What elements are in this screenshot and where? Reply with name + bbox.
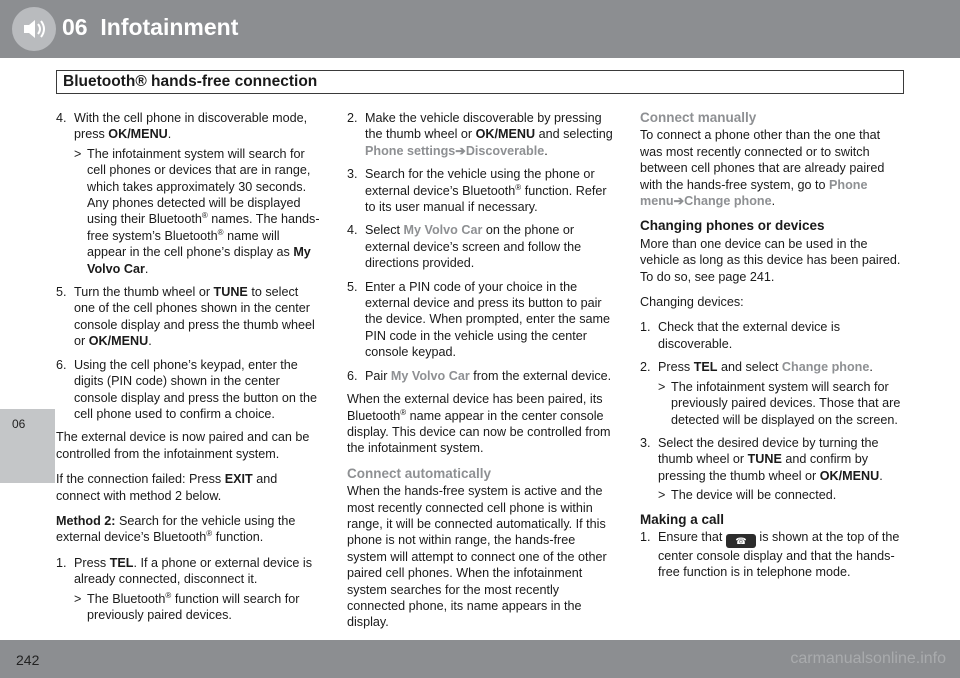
chapter-side-tab xyxy=(0,409,55,483)
text: and confirm by pressing the thumb wheel or xyxy=(658,452,869,483)
text: Using the cell phone’s keypad, enter the digits (PIN code) shown in the center console display and press the button on the cell phone used to confirm a choice. xyxy=(74,357,317,421)
step-number: 2. xyxy=(347,111,358,125)
result-note xyxy=(74,591,322,624)
text-bold: OK/MENU xyxy=(475,127,536,142)
text: to select one of the cell phones shown in the center console display and press the thumb wheel or xyxy=(74,285,315,349)
chapter-number: 06 xyxy=(62,14,88,40)
result-marker: > xyxy=(658,379,666,394)
text: With the cell phone in discoverable mode, press xyxy=(74,111,308,142)
step-5 xyxy=(56,284,322,350)
step-number: 1. xyxy=(640,320,651,335)
registered-mark: ® xyxy=(206,529,213,539)
text: . xyxy=(869,360,873,375)
watermark: carmanualsonline.info xyxy=(790,650,946,667)
text: The infotainment system will search for cell phones or devices that are in range, which takes approximately 30 seconds. Any phones detected will be displayed using their Bluetooth xyxy=(87,146,311,227)
text-bold: TUNE xyxy=(747,452,782,467)
chapter-title xyxy=(62,14,238,41)
chapter-name: Infotainment xyxy=(100,14,239,40)
text: Pair xyxy=(365,368,391,383)
heading-changing-phones: Changing phones or devices xyxy=(640,218,825,234)
phone-handset-icon: ☎ xyxy=(726,534,756,548)
text: name appear in the center console display. This device can now be controlled from the infotainment system. xyxy=(347,408,611,456)
chapter-header xyxy=(0,0,960,58)
change-step-2 xyxy=(640,359,904,428)
text-bold: TEL xyxy=(109,555,134,570)
step-4 xyxy=(347,222,615,271)
side-tab-label: 06 xyxy=(12,417,26,431)
text: function. xyxy=(212,530,264,545)
text: Select xyxy=(365,223,404,238)
registered-mark: ® xyxy=(217,227,224,237)
text: and selecting xyxy=(535,127,613,142)
step-number: 4. xyxy=(347,223,358,238)
menu-path: Discoverable xyxy=(465,143,545,158)
text: Press xyxy=(74,555,110,570)
step-number: 5. xyxy=(56,285,67,300)
text: If the connection failed: Press xyxy=(56,472,225,487)
text: Search for the vehicle using the phone or external device’s Bluetooth xyxy=(365,167,595,198)
paragraph: When the hands-free system is active and the most recently connected cell phone is within range, it will be connected automatically. If this phone is not within range, the hands-free system will attempt to connect one of the other paired cell phones. When the infotainment system searches for the most recently connected phone, its name appears in the display. xyxy=(347,484,607,630)
menu-path: Change phone xyxy=(781,360,870,375)
page-number: 242 xyxy=(16,652,40,668)
text: Check that the external device is discoverable. xyxy=(658,320,841,351)
menu-path: Change phone xyxy=(684,194,772,209)
text: from the external device. xyxy=(469,368,612,383)
text: Enter a PIN code of your choice in the external device and press its button to pair the device. When prompted, enter the same PIN code in the vehicle using the center console keypad. xyxy=(365,279,611,360)
text: and select xyxy=(717,360,782,375)
step-number: 6. xyxy=(56,357,67,372)
method2-step-1 xyxy=(56,555,322,624)
step-number: 6. xyxy=(347,368,358,383)
paragraph: The external device is now paired and can be controlled from the infotainment system. xyxy=(56,430,310,461)
page-footer xyxy=(0,640,960,678)
heading-making-a-call: Making a call xyxy=(640,511,725,527)
text: Press xyxy=(658,360,694,375)
text: The device will be connected. xyxy=(671,488,837,503)
text: name will appear in the cell phone’s display as xyxy=(87,228,294,260)
step-number: 2. xyxy=(640,360,651,375)
step-3 xyxy=(347,166,615,215)
column-middle xyxy=(347,110,615,640)
text: and connect with method 2 below. xyxy=(56,472,278,503)
text: . xyxy=(879,468,883,483)
text-bold: TEL xyxy=(693,360,718,375)
paragraph xyxy=(640,127,904,209)
text-bold: EXIT xyxy=(224,472,253,487)
paragraph xyxy=(56,471,322,504)
paragraph: More than one device can be used in the vehicle as long as this device has been paired. To do so, see page 241. xyxy=(640,236,901,284)
text: function will search for previously paired devices. xyxy=(87,591,300,622)
call-step-1 xyxy=(640,529,904,581)
text: . xyxy=(148,334,152,349)
column-left xyxy=(56,110,322,630)
text: Ensure that xyxy=(658,529,726,544)
result-note xyxy=(658,487,904,503)
text-bold: OK/MENU xyxy=(88,334,149,349)
menu-path: Phone menu xyxy=(640,177,868,209)
device-name: My Volvo Car xyxy=(403,223,483,238)
registered-mark: ® xyxy=(201,211,208,221)
paragraph xyxy=(347,391,615,457)
arrow-icon: ➔ xyxy=(673,194,685,209)
text: function. Refer to its user manual if necessary. xyxy=(365,183,607,215)
heading-connect-automatically: Connect automatically xyxy=(347,465,492,481)
text: To connect a phone other than the one that was most recently connected or to switch between cell phones that are already paired with the hands-free system, go to xyxy=(640,128,885,192)
step-number: 1. xyxy=(640,529,651,544)
text: . xyxy=(144,261,149,276)
result-marker: > xyxy=(74,591,82,606)
step-number: 1. xyxy=(56,555,67,570)
text-bold: Method 2: xyxy=(56,513,116,528)
text-bold: OK/MENU xyxy=(819,468,880,483)
step-number: 3. xyxy=(640,435,651,450)
paragraph xyxy=(56,513,322,546)
step-6 xyxy=(56,357,322,423)
result-marker: > xyxy=(74,146,82,161)
registered-mark: ® xyxy=(400,407,407,417)
text: Turn the thumb wheel or xyxy=(74,285,214,300)
text: Search for the vehicle using the external device’s Bluetooth xyxy=(56,513,296,545)
heading-connect-manually: Connect manually xyxy=(640,110,757,125)
step-5 xyxy=(347,279,615,361)
step-6 xyxy=(347,368,615,384)
device-name: My Volvo Car xyxy=(390,368,470,383)
text-bold: TUNE xyxy=(213,285,248,300)
menu-path: Phone settings xyxy=(365,143,456,158)
text: on the phone or external device’s screen and follow the directions provided. xyxy=(365,223,582,271)
text-bold: OK/MENU xyxy=(108,127,168,142)
result-marker: > xyxy=(658,488,666,503)
text: The infotainment system will search for previously paired devices. Those that are detected will be displayed on the screen. xyxy=(671,379,901,427)
step-number: 5. xyxy=(347,279,358,294)
registered-mark: ® xyxy=(165,590,172,600)
result-note xyxy=(74,146,322,277)
text: When the external device has been paired, its Bluetooth xyxy=(347,392,603,423)
change-step-1 xyxy=(640,319,904,352)
text: Make the vehicle discoverable by pressing the thumb wheel or xyxy=(365,111,602,142)
arrow-icon: ➔ xyxy=(455,143,466,158)
section-bar xyxy=(56,70,904,94)
change-step-3 xyxy=(640,435,904,504)
result-note xyxy=(658,379,904,428)
text: The Bluetooth xyxy=(87,591,166,606)
registered-mark: ® xyxy=(515,182,522,192)
paragraph: Changing devices: xyxy=(640,295,744,310)
step-number: 4. xyxy=(56,111,67,125)
text: . If a phone or external device is already connected, disconnect it. xyxy=(74,555,313,587)
column-right xyxy=(640,110,904,588)
speaker-icon xyxy=(12,7,56,51)
step-2 xyxy=(347,110,615,159)
text: . xyxy=(167,127,172,142)
section-title: Bluetooth® hands-free connection xyxy=(63,73,318,90)
step-number: 3. xyxy=(347,167,358,182)
text: . xyxy=(544,143,548,158)
text: is shown at the top of the center console display and that the hands-free function is in telephone mode. xyxy=(658,529,900,580)
text: Select the desired device by turning the thumb wheel or xyxy=(658,435,879,467)
text: . xyxy=(771,194,776,209)
text-bold: My Volvo Car xyxy=(87,245,311,276)
step-4 xyxy=(56,110,322,277)
text: names. The hands-free system’s Bluetooth xyxy=(87,212,320,243)
